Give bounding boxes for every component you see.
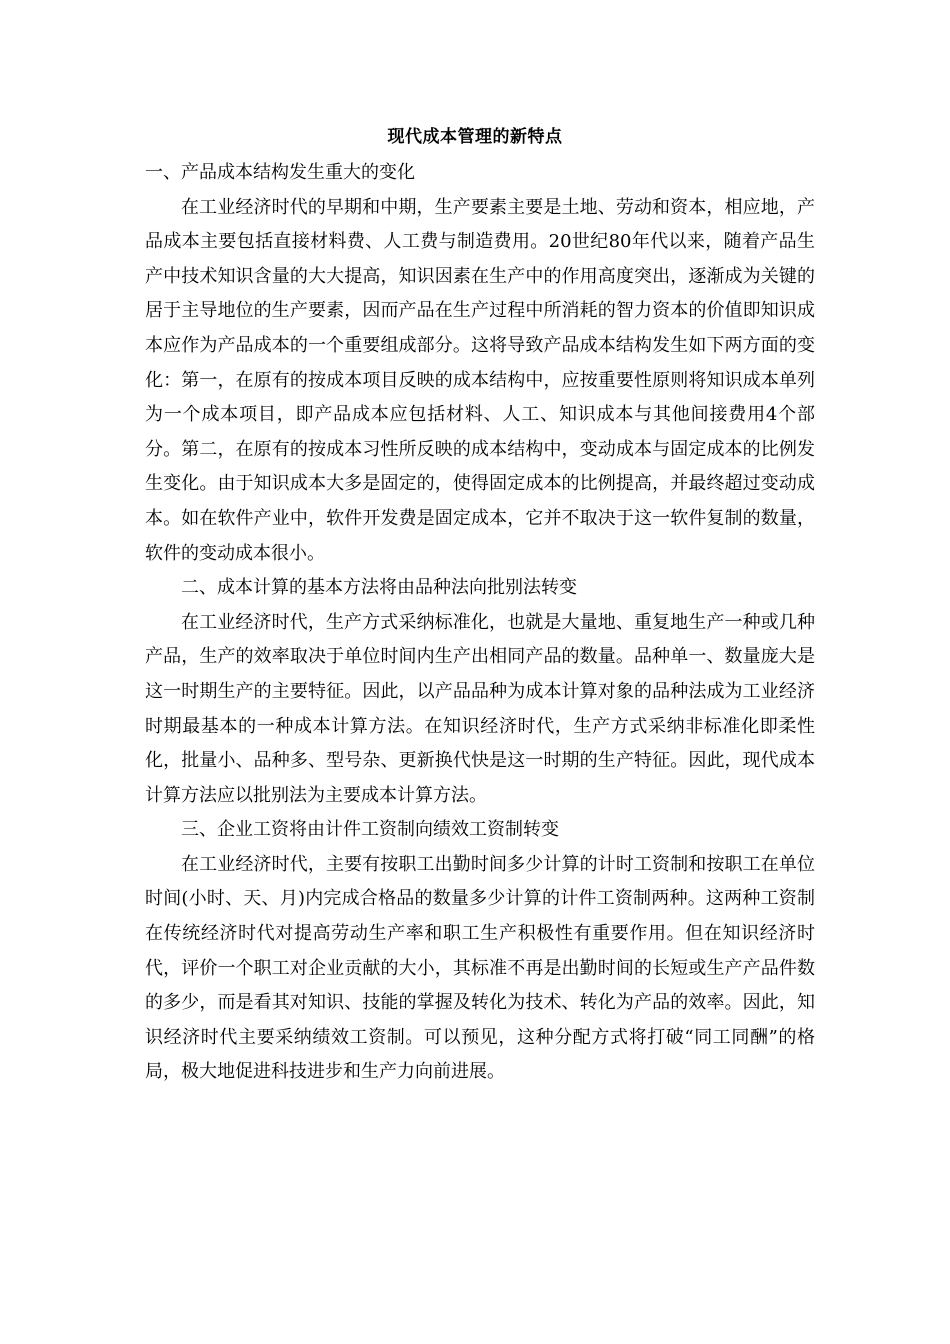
section-paragraph-2: 在工业经济时代，生产方式采纳标准化，也就是大量地、重复地生产一种或几种产品，生产的效率取决于单位时间内生产出相同产品的数量。品种单一、数量庞大是这一时期生产的主要特征。因此，以产品品种为成本计算对象的品种法成为工业经济时期最基本的一种成本计算方法。在知识经济时代，生产方式采纳非标准化即柔性化，批量小、品种多、型号杂、更新换代快是这一时期的生产特征。因此，现代成本计算方法应以批别法为主要成本计算方法。 [145,611,815,806]
document-title: 现代成本管理的新特点 [387,127,563,147]
section-heading-2: 二、成本计算的基本方法将由品种法向批别法转变 [181,577,577,599]
section-heading-3: 三、企业工资将由计件工资制向绩效工资制转变 [181,819,559,841]
section-heading-1: 一、产品成本结构发生重大的变化 [145,162,415,183]
section-paragraph-3: 在工业经济时代，主要有按职工出勤时间多少计算的计时工资制和按职工在单位时间(小时、天、月)内完成合格品的数量多少计算的计件工资制两种。这两种工资制在传统经济时代对提高劳动生产率和职工生产积极性有重要作用。但在知识经济时代，评价一个职工对企业贡献的大小，其标准不再是出勤时间的长短或生产产品件数的多少，而是看其对知识、技能的掌握及转化为技术、转化为产品的效率。因此，知识经济时代主要采纳绩效工资制。可以预见，这种分配方式将打破“同工同酬”的格局，极大地促进科技进步和生产力向前进展。 [145,853,815,1083]
section-paragraph-1: 在工业经济时代的早期和中期，生产要素主要是土地、劳动和资本，相应地，产品成本主要包括直接材料费、人工费与制造费用。20世纪80年代以来，随着产品生产中技术知识含量的大大提高，知识因素在生产中的作用高度突出，逐渐成为关键的居于主导地位的生产要素，因而产品在生产过程中所消耗的智力资本的价值即知识成本应作为产品成本的一个重要组成部分。这将导致产品成本结构发生如下两方面的变化：第一，在原有的按成本项目反映的成本结构中，应按重要性原则将知识成本单列为一个成本项目，即产品成本应包括材料、人工、知识成本与其他间接费用4个部分。第二，在原有的按成本习性所反映的成本结构中，变动成本与固定成本的比例发生变化。由于知识成本大多是固定的，使得固定成本的比例提高，并最终超过变动成本。如在软件产业中，软件开发费是固定成本，它并不取决于这一软件复制的数量，软件的变动成本很小。 [145,196,815,564]
document-body [145,156,815,1090]
